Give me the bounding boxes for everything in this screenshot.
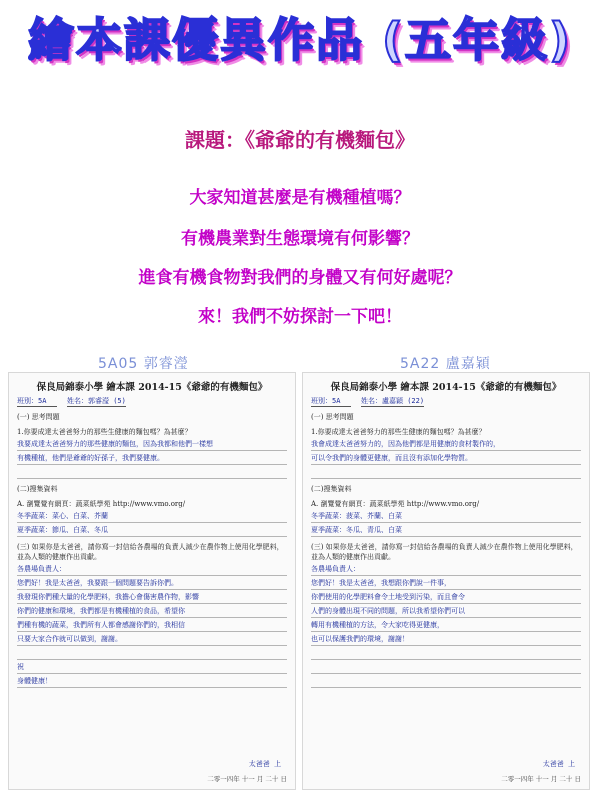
section-2-heading: (二)搜集資料	[17, 485, 58, 493]
question-2: 有機農業對生態環境有何影響？	[181, 229, 419, 249]
class-field: 班別：5A	[17, 396, 57, 407]
page-title: 繪本課優異作品 (五年級)	[27, 13, 573, 67]
website-instruction: A. 瀏覽覺有網頁：蔬菜紙學苑 http://www.vmo.org/	[17, 500, 186, 508]
letter-line: 您們好！我是太爸爸，我想跟你們說一件事，	[311, 576, 581, 590]
winter-crops: 冬季蔬菜：菠菜、芥蘭、白菜	[311, 509, 581, 523]
letter-line: 您們好！我是太爸爸，我要跟一個問題要告訴你們。	[17, 576, 287, 590]
worksheet-right	[302, 372, 590, 790]
letter-line: 你們使用的化學肥料會令土地受到污染，而且會令	[311, 590, 581, 604]
section-3-heading: (三) 如果你是太爸爸，請你寫一封信給各農場的負責人減少在農作物上使用化學肥料，並為人類的健康作出貢獻。	[17, 543, 284, 561]
website-instruction: A. 瀏覽覺有網頁：蔬菜紙學苑 http://www.vmo.org/	[311, 500, 480, 508]
name-field: 姓名：郭睿瀅 (5)	[67, 397, 126, 405]
section-2-heading: (二)搜集資料	[311, 485, 352, 493]
answer-line: 我會成達太爸爸努力的，因為他們都是用健康的食材製作的，	[311, 437, 581, 451]
letter-line: 也可以保護我們的環境，謝謝！	[311, 632, 581, 646]
letter-line: 祝	[17, 660, 287, 674]
letter-line	[17, 646, 287, 660]
worksheet-header: 保良局錦泰小學 繪本課 2014-15《爺爺的有機麵包》	[36, 382, 268, 393]
student-label-right: 5A22 盧嘉穎	[400, 356, 491, 372]
letter-line	[311, 660, 581, 674]
letter-line	[311, 646, 581, 660]
question-4: 來！我們不妨探討一下吧！	[198, 307, 402, 327]
answer-line: 可以令我們的身體更健康，而且沒有添加化學物質。	[311, 451, 581, 465]
question-3: 進食有機食物對我們的身體又有何好處呢？	[138, 268, 462, 288]
summer-crops: 夏季蔬菜：冬瓜、青瓜、白菜	[311, 523, 581, 537]
letter-date: 二零一四年 十一 月 二十 日	[501, 775, 581, 783]
letter-date: 二零一四年 十一 月 二十 日	[207, 775, 287, 783]
letter-line: 轉用有機種植的方法，令大家吃得更健康，	[311, 618, 581, 632]
section-1-heading: (一) 思考問題	[311, 413, 354, 421]
letter-line: 只要大家合作就可以做到，謝謝。	[17, 632, 287, 646]
worksheet-left	[8, 372, 296, 790]
letter-line: 我發現你們種大量的化學肥料，我擔心會傷害農作物，影響	[17, 590, 287, 604]
class-field: 班別：5A	[311, 396, 351, 407]
topic-heading: 課題：《爺爺的有機麵包》	[185, 128, 415, 152]
winter-crops: 冬季蔬菜：菜心、白菜、芥蘭	[17, 509, 287, 523]
name-field: 姓名：盧嘉穎 (22)	[361, 397, 425, 405]
answer-line: 有機種植，他們是爺爺的好孫子，我們要健康。	[17, 451, 287, 465]
answer-line	[311, 465, 581, 479]
signature: 太爸爸 上	[542, 760, 575, 768]
section-1-heading: (一) 思考問題	[17, 413, 60, 421]
answer-line	[17, 465, 287, 479]
student-label-left: 5A05 郭睿瀅	[98, 356, 189, 372]
letter-line: 們種有機的蔬菜，我們所有人都會感謝你們的，我相信	[17, 618, 287, 632]
letter-line: 身體健康！	[17, 674, 287, 688]
question-text: 1.你要成達太爸爸努力的那些生健康的麵包嗎？為甚麼？	[311, 428, 486, 436]
section-3-heading: (三) 如果你是太爸爸，請你寫一封信給各農場的負責人減少在農作物上使用化學肥料，並為人類的健康作出貢獻。	[311, 543, 578, 561]
summer-crops: 夏季蔬菜：節瓜、白菜、冬瓜	[17, 523, 287, 537]
signature: 太爸爸 上	[248, 760, 281, 768]
letter-line: 你們的健康和環境，我們都是有機種植的食品，希望你	[17, 604, 287, 618]
letter-line: 人們的身體出現不同的問題，所以我希望你們可以	[311, 604, 581, 618]
letter-line: 各農場負責人：	[17, 562, 287, 576]
letter-line	[311, 674, 581, 688]
question-text: 1.你要成達太爸爸努力的那些生健康的麵包嗎？為甚麼？	[17, 428, 192, 436]
question-1: 大家知道甚麼是有機種植嗎？	[189, 188, 411, 208]
worksheet-header: 保良局錦泰小學 繪本課 2014-15《爺爺的有機麵包》	[330, 382, 562, 393]
letter-line: 各農場負責人：	[311, 562, 581, 576]
answer-line: 我要成達太爸爸努力的那些健康的麵包，因為我都和他們一樣想	[17, 437, 287, 451]
